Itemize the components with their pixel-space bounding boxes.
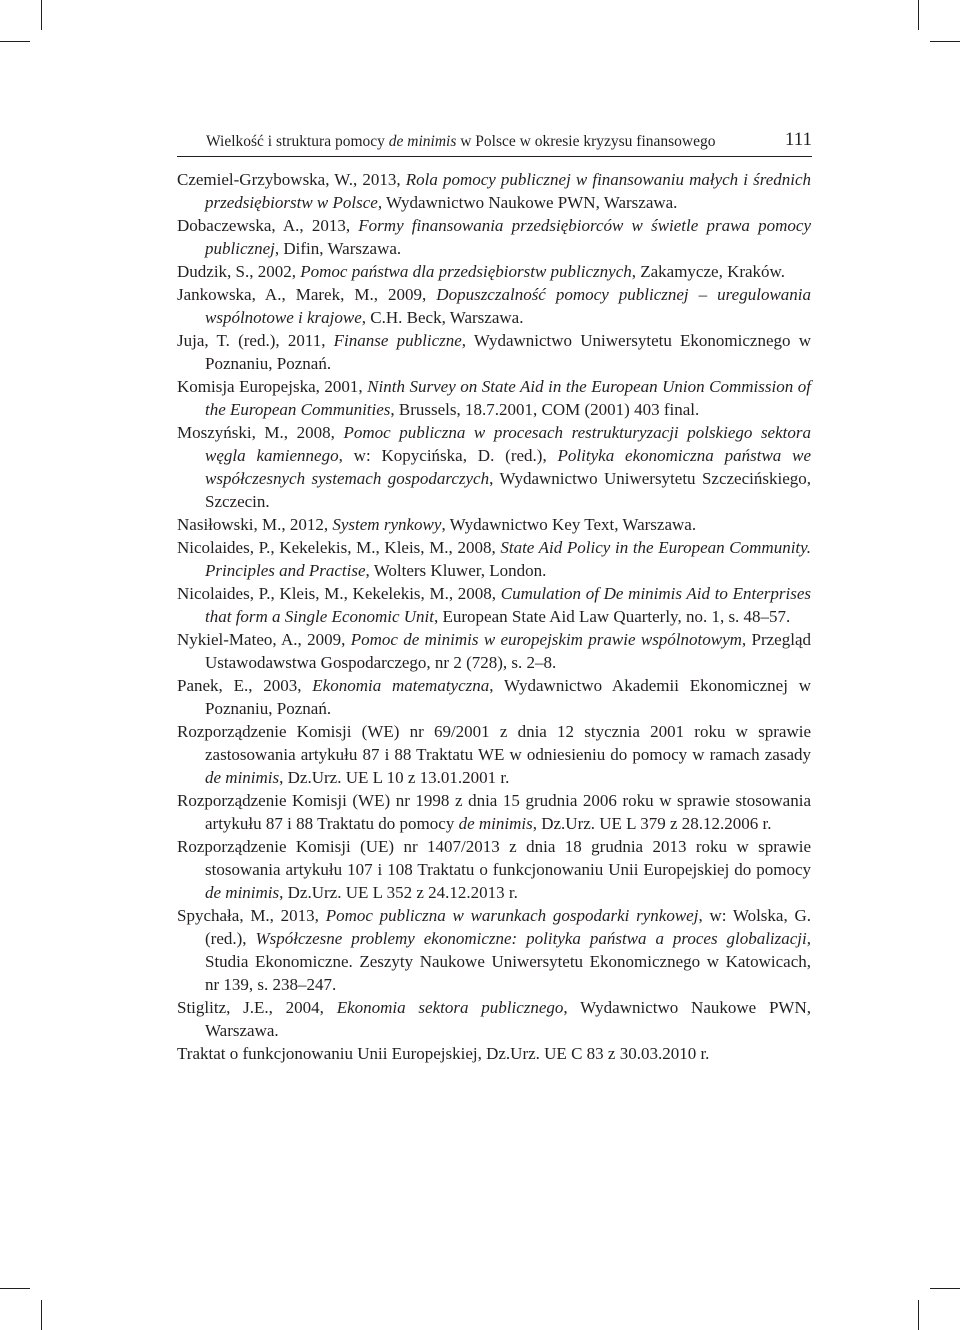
reference-title: Formy finansowania przedsiębiorców w świetle prawa pomocy publicznej — [205, 216, 811, 258]
reference-entry — [177, 628, 811, 674]
reference-entry — [177, 1042, 811, 1065]
reference-entry — [177, 996, 811, 1042]
reference-entry — [177, 260, 811, 283]
reference-text: , Wydawnictwo Naukowe PWN, Warszawa. — [205, 998, 811, 1040]
reference-entry — [177, 513, 811, 536]
reference-title: Finanse publiczne — [333, 331, 462, 350]
running-title-text: w Polsce w okresie kryzysu finansowego — [456, 133, 716, 150]
reference-text: Rozporządzenie Komisji (WE) nr 1998 z dnia 15 grudnia 2006 roku w sprawie stosowania artykułu 87 i 88 Traktatu do pomocy — [177, 791, 811, 833]
bibliography-list — [177, 168, 811, 1065]
reference-text: Jankowska, A., Marek, M., 2009, — [177, 285, 437, 304]
reference-entry — [177, 168, 811, 214]
reference-text: , Wydawnictwo Key Text, Warszawa. — [441, 515, 697, 534]
running-title — [206, 133, 716, 151]
reference-text: Czemiel-Grzybowska, W., 2013, — [177, 170, 406, 189]
reference-text: , Studia Ekonomiczne. Zeszyty Naukowe Uniwersytetu Ekonomicznego w Katowicach, nr 139, s. 238–247. — [205, 929, 812, 994]
reference-entry — [177, 904, 811, 996]
crop-mark — [930, 41, 960, 42]
reference-text: Nykiel-Mateo, A., 2009, — [177, 630, 351, 649]
crop-mark — [41, 1300, 42, 1330]
reference-title: Polityka ekonomiczna państwa we współczesnych systemach gospodarczych — [205, 446, 812, 488]
reference-text: , Dz.Urz. UE L 10 z 13.01.2001 r. — [279, 768, 510, 787]
reference-title: System rynkowy — [332, 515, 442, 534]
reference-text: , Wydawnictwo Akademii Ekonomicznej w Poznaniu, Poznań. — [205, 676, 811, 718]
reference-title: Ekonomia matematyczna — [312, 676, 490, 695]
page-number: 111 — [784, 129, 812, 150]
reference-title: Rola pomocy publicznej w finansowaniu małych i średnich przedsiębiorstw w Polsce — [205, 170, 812, 212]
reference-entry — [177, 835, 811, 904]
crop-mark — [918, 1300, 919, 1330]
reference-title: Pomoc państwa dla przedsiębiorstw publicznych — [300, 262, 632, 281]
crop-mark — [41, 0, 42, 30]
reference-entry — [177, 375, 811, 421]
reference-text: , Dz.Urz. UE L 379 z 28.12.2006 r. — [532, 814, 772, 833]
reference-entry — [177, 421, 811, 513]
reference-text: , Difin, Warszawa. — [274, 239, 402, 258]
reference-text: Stiglitz, J.E., 2004, — [177, 998, 337, 1017]
reference-text: Traktat o funkcjonowaniu Unii Europejskiej, Dz.Urz. UE C 83 z 30.03.2010 r. — [177, 1044, 710, 1063]
reference-entry — [177, 214, 811, 260]
reference-entry — [177, 536, 811, 582]
reference-text: Moszyński, M., 2008, — [177, 423, 344, 442]
crop-mark — [918, 0, 919, 30]
reference-text: , Wydawnictwo Naukowe PWN, Warszawa. — [377, 193, 678, 212]
reference-text: , C.H. Beck, Warszawa. — [361, 308, 524, 327]
reference-title: Cumulation of De minimis Aid to Enterprises that form a Single Economic Unit — [205, 584, 812, 626]
reference-text: , Wolters Kluwer, London. — [365, 561, 547, 580]
reference-entry — [177, 329, 811, 375]
reference-entry — [177, 720, 811, 789]
reference-title: de minimis — [458, 814, 533, 833]
reference-entry — [177, 674, 811, 720]
running-title-italic: de minimis — [388, 133, 457, 150]
reference-text: , Dz.Urz. UE L 352 z 24.12.2013 r. — [279, 883, 518, 902]
reference-text: Panek, E., 2003, — [177, 676, 313, 695]
reference-text: Nasiłowski, M., 2012, — [177, 515, 333, 534]
crop-mark — [930, 1288, 960, 1289]
reference-text: , Brussels, 18.7.2001, COM (2001) 403 final. — [390, 400, 700, 419]
reference-title: Pomoc publiczna w warunkach gospodarki rynkowej — [325, 906, 699, 925]
reference-text: Spychała, M., 2013, — [177, 906, 326, 925]
reference-text: , Zakamycze, Kraków. — [631, 262, 785, 281]
reference-title: Współczesne problemy ekonomiczne: polityka państwa a proces globalizacji — [255, 929, 807, 948]
reference-title: Pomoc publiczna w procesach restrukturyzacji polskiego sektora węgla kamiennego — [205, 423, 811, 465]
reference-text: Rozporządzenie Komisji (UE) nr 1407/2013 z dnia 18 grudnia 2013 roku w sprawie stosowania artykułu 107 i 108 Traktatu o funkcjonowaniu Unii Europejskiej do pomocy — [177, 837, 811, 879]
crop-mark — [0, 1288, 30, 1289]
reference-text: , European State Aid Law Quarterly, no. 1, s. 48–57. — [434, 607, 791, 626]
reference-text: Komisja Europejska, 2001, — [177, 377, 368, 396]
reference-text: , Wydawnictwo Uniwersytetu Szczecińskiego, Szczecin. — [205, 469, 811, 511]
reference-text: , w: Kopycińska, D. (red.), — [338, 446, 558, 465]
reference-text: Nicolaides, P., Kekelekis, M., Kleis, M., 2008, — [177, 538, 501, 557]
crop-mark — [0, 41, 30, 42]
running-head — [177, 128, 812, 157]
reference-text: , w: Wolska, G. (red.), — [205, 906, 811, 948]
reference-text: Dobaczewska, A., 2013, — [177, 216, 359, 235]
reference-entry — [177, 789, 811, 835]
reference-title: de minimis — [205, 883, 280, 902]
reference-title: Ekonomia sektora publicznego — [336, 998, 564, 1017]
reference-title: de minimis — [205, 768, 280, 787]
reference-text: Rozporządzenie Komisji (WE) nr 69/2001 z dnia 12 stycznia 2001 roku w sprawie zastosowania artykułu 87 i 88 Traktatu WE w odniesieniu do pomocy w ramach zasady — [177, 722, 811, 764]
reference-text: Dudzik, S., 2002, — [177, 262, 301, 281]
reference-title: Dopuszczalność pomocy publicznej – uregulowania wspólnotowe i krajowe — [205, 285, 811, 327]
reference-title: Pomoc de minimis w europejskim prawie wspólnotowym — [350, 630, 742, 649]
reference-text: , Wydawnictwo Uniwersytetu Ekonomicznego w Poznaniu, Poznań. — [205, 331, 811, 373]
reference-text: , Przegląd Ustawodawstwa Gospodarczego, nr 2 (728), s. 2–8. — [205, 630, 811, 672]
reference-text: Nicolaides, P., Kleis, M., Kekelekis, M., 2008, — [177, 584, 501, 603]
reference-title: State Aid Policy in the European Community. Principles and Practise — [205, 538, 811, 580]
reference-text: Juja, T. (red.), 2011, — [177, 331, 334, 350]
reference-title: Ninth Survey on State Aid in the European Union Commission of the European Communities — [205, 377, 811, 419]
reference-entry — [177, 283, 811, 329]
reference-entry — [177, 582, 811, 628]
running-title-text: Wielkość i struktura pomocy — [206, 133, 389, 150]
